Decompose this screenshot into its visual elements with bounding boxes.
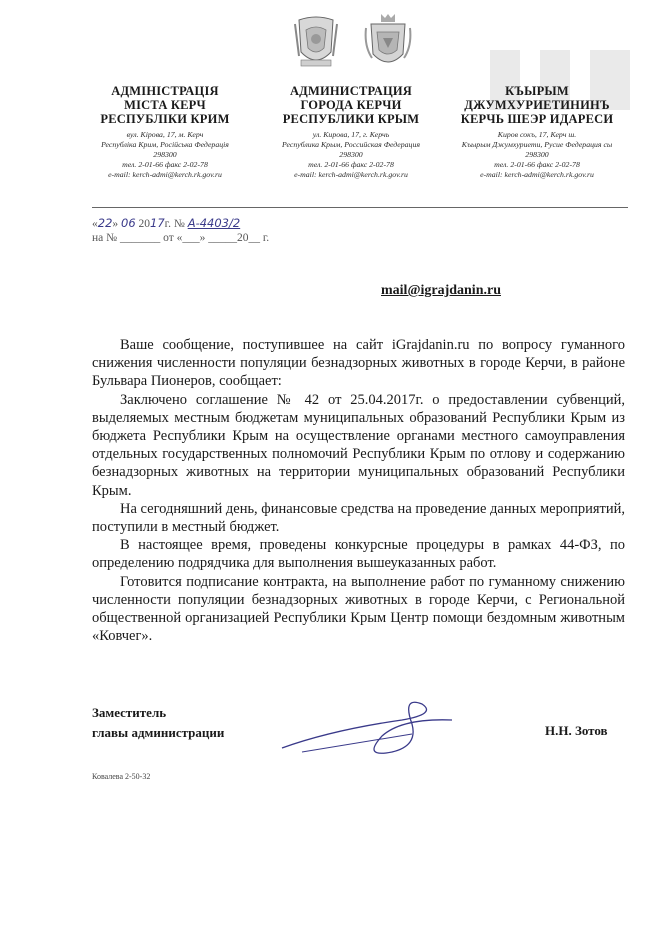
org-name-line: КЪЫРЫМ xyxy=(505,84,569,98)
incoming-reference: на № _______ от «___» _____20__ г. xyxy=(92,232,270,244)
org-name-line: МІСТА КЕРЧ xyxy=(124,98,206,112)
kerch-coat-of-arms-icon xyxy=(363,12,413,74)
signatory-title-line: Заместитель xyxy=(92,705,167,720)
org-name-line: АДМИНИСТРАЦИЯ xyxy=(289,84,413,98)
header-left-org xyxy=(70,84,260,180)
ref-day: 22 xyxy=(97,216,113,230)
address-line: тел. 2-01-66 факс 2-02-78 xyxy=(494,160,580,169)
address-line: Киров сокъ, 17, Керч ш. xyxy=(497,130,577,139)
address-line: e-mail: kerch-admi@kerch.rk.gov.ru xyxy=(294,170,408,179)
signatory-title xyxy=(92,703,224,743)
paragraph: В настоящее время, проведены конкурсные процедуры в рамках 44-ФЗ, по определению подрядчика для выполнения вышеуказанных работ. xyxy=(92,537,625,572)
org-name-line: ГОРОДА КЕРЧИ xyxy=(300,98,402,112)
recipient-email: mail@igrajdanin.ru xyxy=(381,283,501,298)
ref-month: 06 xyxy=(121,216,136,230)
address-line: e-mail: kerch-admi@kerch.rk.gov.ru xyxy=(108,170,222,179)
org-name-line: РЕСПУБЛІКИ КРИМ xyxy=(100,112,230,126)
ref-number: А-4403/2 xyxy=(187,216,241,230)
header-divider xyxy=(92,207,628,208)
address-line: вул. Кірова, 17, м. Керч xyxy=(126,130,204,139)
address-line: Къырым Джумхуриети, Русие Федерация сы xyxy=(461,140,613,149)
executor-note: Ковалева 2-50-32 xyxy=(92,772,151,781)
ref-quote-close: » xyxy=(112,218,119,230)
address-line: e-mail: kerch-admi@kerch.rk.gov.ru xyxy=(480,170,594,179)
crimea-coat-of-arms-icon xyxy=(291,12,341,74)
signatory-title-line: главы администрации xyxy=(92,725,225,740)
org-name-line: АДМІНІСТРАЦІЯ xyxy=(111,84,219,98)
outgoing-reference xyxy=(92,216,240,230)
address-line: тел. 2-01-66 факс 2-02-78 xyxy=(122,160,208,169)
handwritten-signature xyxy=(262,690,462,770)
org-name-line: КЕРЧЬ ШЕЭР ИДАРЕСИ xyxy=(460,112,614,126)
ref-year-suffix: 17 xyxy=(150,216,165,230)
ref-year-prefix: 20 xyxy=(138,218,151,230)
header-center-org xyxy=(256,84,446,180)
ref-number-label: г. № xyxy=(164,218,185,230)
signatory-name: Н.Н. Зотов xyxy=(545,723,608,738)
address-line: тел. 2-01-66 факс 2-02-78 xyxy=(308,160,394,169)
paragraph: Заключено соглашение № 42 от 25.04.2017г. о предоставлении субвенций, выделяемых местным бюджетам муниципальных образований Республики Крым из бюджета Республики Крым на осуществление органами местного самоуправления отдельных государственных полномочий Республики Крым по отлову и содержанию безнадзорных животных на территории муниципальных образований Республики Крым. xyxy=(92,391,625,499)
org-name-line: ДЖУМХУРИЕТИНИНЪ xyxy=(464,98,610,112)
address-line: Республіка Крим, Російська Федерація xyxy=(101,140,229,149)
paragraph: На сегодняшний день, финансовые средства на проведение данных мероприятий, поступили в местный бюджет. xyxy=(92,500,626,536)
address-line: ул. Кирова, 17, г. Керчь xyxy=(312,130,390,139)
paragraph: Ваше сообщение, поступившее на сайт iGrajdanin.ru по вопросу гуманного снижения численности популяции безнадзорных животных в городе Керчи, в районе Бульвара Пионеров, сообщает: xyxy=(92,337,625,390)
header-right-org xyxy=(442,84,632,180)
org-name-line: РЕСПУБЛИКИ КРЫМ xyxy=(282,112,420,126)
address-line: 298300 xyxy=(339,150,363,159)
address-line: 298300 xyxy=(525,150,549,159)
paragraph: Готовится подписание контракта, на выполнение работ по гуманному снижению численности популяции безнадзорных животных в городе Керчи, с Региональной общественной организацией Республики Крым Центр помощи бездомным животным «Ковчег». xyxy=(92,573,625,645)
address-line: Республика Крым, Российская Федерация xyxy=(282,140,420,149)
address-line: 298300 xyxy=(153,150,177,159)
letter-body xyxy=(92,336,625,645)
ref-quote-open: « xyxy=(92,218,98,230)
